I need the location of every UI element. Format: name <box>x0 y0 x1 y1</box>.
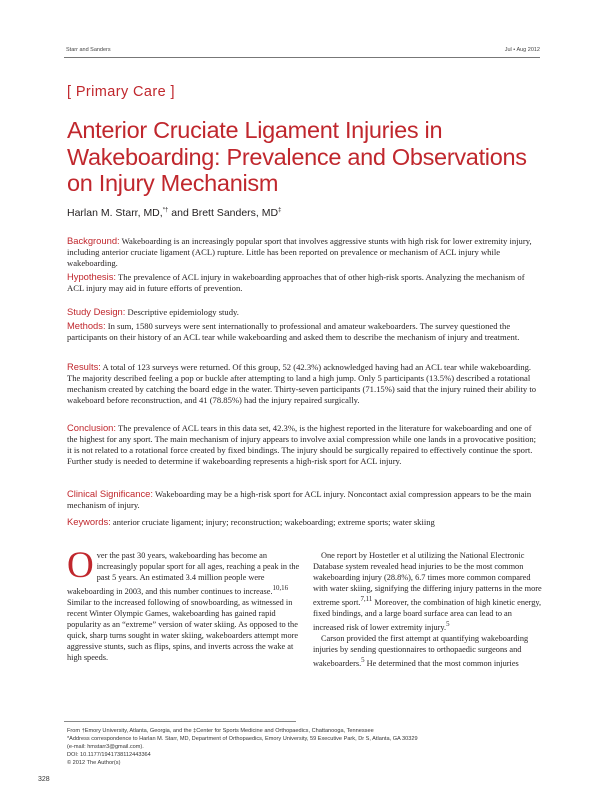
footnote-affiliations: From †Emory University, Atlanta, Georgia, and the ‡Center for Sports Medicine and Orthopaedics, Chattanooga, Tennessee <box>67 728 374 734</box>
abstract-text: Wakeboarding is an increasingly popular sport that involves aggressive stunts with high risk for lower extremity injury, including anterior cruciate ligament (ACL) rupture. Little has been reported on prevalence or mechanism of ACL injury while wakeboarding. <box>67 236 532 268</box>
abstract-results <box>67 361 539 406</box>
author-2-affiliation-marks: ‡ <box>278 207 282 214</box>
section-label: [ Primary Care ] <box>67 84 175 100</box>
abstract-text: Wakeboarding may be a high-risk sport for ACL injury. Noncontact axial compression appears to be the main mechanism of injury. <box>67 489 532 510</box>
footnote-copyright: © 2012 The Author(s) <box>67 760 121 766</box>
abstract-key: Background: <box>67 235 120 246</box>
abstract-key: Methods: <box>67 320 106 331</box>
body-text: One report by Hostetler et al utilizing the National Electronic Database system revealed head injuries to be the most common wakeboarding injury (28.8%), 6.7 times more common compared with water skiing, signifying the differing injury patterns in the more extreme sport. <box>313 551 542 607</box>
author-2: Brett Sanders, MD <box>191 207 279 219</box>
abstract-text: The prevalence of ACL tears in this data set, 42.3%, is the highest reported in the literature for wakeboarding and one of the highest for any sport. The main mechanism of injury appears to involve axial compression while one lands in a provocative position; it is not related to a rotational force created by fixed bindings. The injury should be surgically repaired to effectively continue the sport. Further study is needed to determine if wakeboarding represents a high-risk sport for ACL injury. <box>67 423 537 466</box>
citation-reference: 7,11 <box>360 596 373 603</box>
abstract-clinical-significance <box>67 488 539 511</box>
abstract-text: anterior cruciate ligament; injury; reconstruction; wakeboarding; extreme sports; water skiing <box>110 517 435 527</box>
abstract-key: Conclusion: <box>67 422 116 433</box>
abstract-key: Results: <box>67 361 101 372</box>
footnotes <box>67 727 547 767</box>
abstract-hypothesis <box>67 271 539 294</box>
body-text: He determined that the most common injuries <box>364 658 519 668</box>
header-divider <box>64 57 540 58</box>
abstract-text: Descriptive epidemiology study. <box>125 307 239 317</box>
body-column-right <box>313 550 545 668</box>
abstract-text: In sum, 1580 surveys were sent internationally to professional and amateur wakeboarders. The survey questioned the participants on their history of an ACL tear while wakeboarding and asked them to describe the mechanism of injury and treatment. <box>67 321 520 342</box>
citation-reference: 5 <box>361 656 365 664</box>
author-1: Harlan M. Starr, MD, <box>67 207 163 219</box>
body-text: ver the past 30 years, wakeboarding has become an increasingly popular sport for all ages, reaching a peak in the past 5 years. An estimated 3.4 million people were wakeboarding in 2003, and this number continues to increase. <box>67 551 300 596</box>
author-1-affiliation-marks: *† <box>162 207 169 214</box>
abstract-study-design <box>67 306 539 318</box>
abstract-key: Clinical Significance: <box>67 488 153 499</box>
body-text: Similar to the increased following of snowboarding, as witnessed in recent Winter Olympic Games, wakeboarding has gained rapid popularity as an “extreme” version of water skiing. As opposed to the quick, sharp turns sought in water skiing, wakeboarders attempt more aggressive stunts, such as flips, spins, and inverts across the wake at high speeds. <box>67 597 299 662</box>
citation-reference: 10,16 <box>272 585 289 592</box>
body-text: Carson provided the first attempt at quantifying wakeboarding injuries by sending questionnaires to orthopaedic surgeons and wakeboarders. <box>313 633 529 668</box>
footnote-email: (e-mail: hmstarr3@gmail.com). <box>67 744 144 750</box>
article-title: Anterior Cruciate Ligament Injuries in Wakeboarding: Prevalence and Observations on Injury Mechanism <box>67 117 527 196</box>
running-head-authors: Starr and Sanders <box>66 47 111 53</box>
abstract-background <box>67 235 539 269</box>
footnote-divider <box>64 721 296 722</box>
body-text: Moreover, the combination of high kinetic energy, fixed bindings, and a large board surface area can lead to an increased risk of lower extremity injury. <box>313 597 542 632</box>
abstract-conclusion <box>67 422 539 467</box>
body-column-left <box>67 545 301 663</box>
footnote-correspondence: *Address correspondence to Harlan M. Starr, MD, Department of Orthopaedics, Emory University, 59 Executive Park, Dr S, Atlanta, GA 30329 <box>67 736 418 742</box>
author-connector: and <box>168 207 192 219</box>
running-head-date: Jul • Aug 2012 <box>504 47 540 53</box>
body-paragraph <box>313 633 545 669</box>
citation-reference: 5 <box>446 620 450 628</box>
body-paragraph <box>313 550 545 633</box>
abstract-text: The prevalence of ACL injury in wakeboarding approaches that of other high-risk sports. Analyzing the mechanism of ACL injury may aid in future efforts of prevention. <box>67 272 525 293</box>
abstract-key: Keywords: <box>67 516 111 527</box>
abstract-key: Study Design: <box>67 306 126 317</box>
drop-cap: O <box>67 545 94 586</box>
abstract-text: A total of 123 surveys were returned. Of this group, 52 (42.3%) acknowledged having had an ACL tear while wakeboarding. The majority described feeling a pop or buckle after attempting to land a high jump. Only 5 participants (13.5%) described a rotational mechanism created by catching the board edge in the water. Thirty-seven participants (71.15%) said that the injury ruined their ability to wakeboard before reconstruction, and 41 (78.85%) had the injury repaired surgically. <box>67 362 537 405</box>
abstract-methods <box>67 320 539 343</box>
abstract-keywords <box>67 516 539 528</box>
page-number: 328 <box>38 776 50 783</box>
abstract-key: Hypothesis: <box>67 271 116 282</box>
footnote-doi: DOI: 10.1177/1941738112443364 <box>67 752 151 758</box>
author-line <box>67 207 281 219</box>
